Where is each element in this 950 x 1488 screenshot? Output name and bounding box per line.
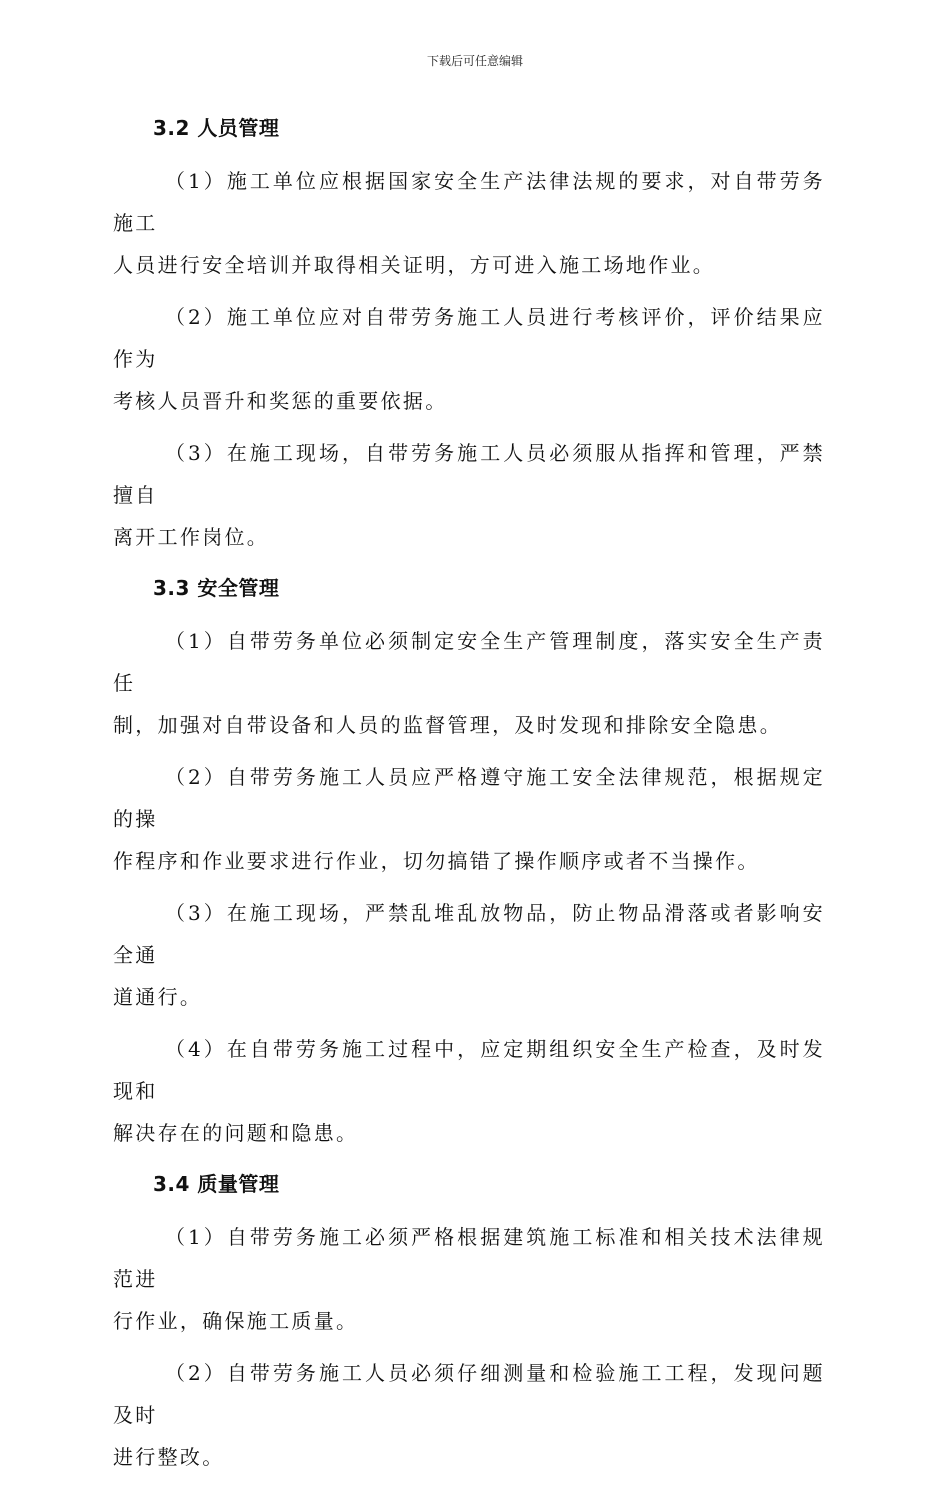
paragraph-line: （3）在施工现场，严禁乱堆乱放物品，防止物品滑落或者影响安全通 [113, 901, 825, 967]
section-title: 3.2 人员管理 [153, 116, 280, 140]
paragraph [113, 620, 825, 746]
paragraph [113, 160, 825, 286]
paragraph-line: （3）在施工现场，自带劳务施工人员必须服从指挥和管理，严禁擅自 [113, 441, 825, 507]
section-title: 3.3 安全管理 [153, 576, 280, 600]
paragraph-line: 道通行。 [113, 985, 203, 1009]
paragraph [113, 1216, 825, 1342]
paragraph-line: 制，加强对自带设备和人员的监督管理，及时发现和排除安全隐患。 [113, 713, 782, 737]
paragraph-line: （2）施工单位应对自带劳务施工人员进行考核评价，评价结果应作为 [113, 305, 825, 371]
section-safety-management [113, 568, 825, 1154]
paragraph-line: 解决存在的问题和隐患。 [113, 1121, 359, 1145]
paragraph-line: 离开工作岗位。 [113, 525, 270, 549]
document-body [113, 108, 825, 1488]
paragraph-line: 进行整改。 [113, 1445, 225, 1469]
section-title: 3.4 质量管理 [153, 1172, 280, 1196]
paragraph [113, 296, 825, 422]
paragraph [113, 892, 825, 1018]
paragraph [113, 1028, 825, 1154]
paragraph-line: 行作业，确保施工质量。 [113, 1309, 359, 1333]
paragraph-line: （4）在自带劳务施工过程中，应定期组织安全生产检查，及时发现和 [113, 1037, 825, 1103]
paragraph-line: （1）自带劳务施工必须严格根据建筑施工标准和相关技术法律规范进 [113, 1225, 825, 1291]
paragraph-line: 考核人员晋升和奖惩的重要依据。 [113, 389, 448, 413]
section-quality-management [113, 1164, 825, 1478]
paragraph-line: 作程序和作业要求进行作业，切勿搞错了操作顺序或者不当操作。 [113, 849, 760, 873]
page-header: 下载后可任意编辑 [426, 54, 523, 68]
paragraph-line: （2）自带劳务施工人员必须仔细测量和检验施工工程，发现问题及时 [113, 1361, 825, 1427]
paragraph-line: （1）自带劳务单位必须制定安全生产管理制度，落实安全生产责任 [113, 629, 825, 695]
paragraph [113, 756, 825, 882]
paragraph [113, 1352, 825, 1478]
paragraph-line: （1）施工单位应根据国家安全生产法律法规的要求，对自带劳务施工 [113, 169, 825, 235]
paragraph-line: （2）自带劳务施工人员应严格遵守施工安全法律规范，根据规定的操 [113, 765, 825, 831]
paragraph [113, 432, 825, 558]
paragraph-line: 人员进行安全培训并取得相关证明，方可进入施工场地作业。 [113, 253, 716, 277]
section-personnel-management [113, 108, 825, 558]
